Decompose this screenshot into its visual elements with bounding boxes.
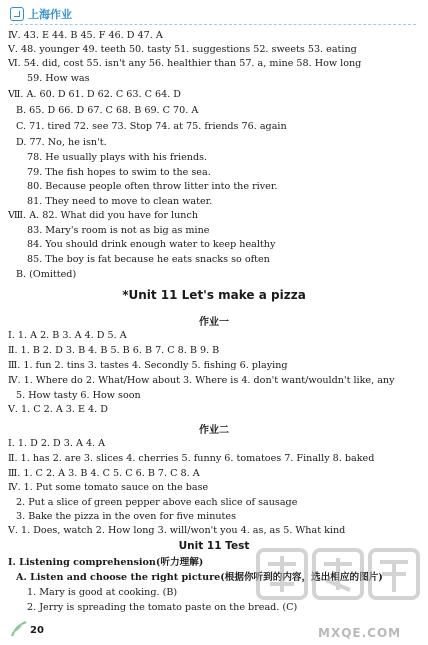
answer-line: Ⅲ. 1. fun 2. tins 3. tastes 4. Secondly 5. fishing 6. playing (8, 360, 288, 371)
answer-line: 78. He usually plays with his friends. (27, 152, 208, 163)
answer-line: 81. They need to move to clean water. (27, 196, 213, 207)
answer-line: 3. Bake the pizza in the oven for five minutes (16, 511, 237, 522)
section-title: 作业一 (199, 317, 229, 328)
answer-line: Ⅶ. A. 60. D 61. D 62. C 63. C 64. D (8, 89, 181, 100)
page-corner-decoration-icon (10, 620, 28, 638)
answer-line: C. 71. tired 72. see 73. Stop 74. at 75. friends 76. again (16, 121, 287, 132)
answer-line: 5. How tasty 6. How soon (16, 390, 141, 401)
answer-line: Ⅱ. 1. B 2. D 3. B 4. B 5. B 6. B 7. C 8. B 9. B (8, 345, 220, 356)
answer-line: Ⅳ. 43. E 44. B 45. F 46. D 47. A (8, 30, 163, 41)
unit-title: *Unit 11 Let's make a pizza (122, 288, 306, 302)
answer-line: 79. The fish hopes to swim to the sea. (27, 167, 211, 178)
watermark-logo-icon (250, 540, 428, 640)
answer-line: B. 65. D 66. D 67. C 68. B 69. C 70. A (16, 105, 199, 116)
answer-line: 85. The boy is fat because he eats snacks so often (27, 254, 270, 265)
page-header (10, 6, 72, 22)
test-title: Unit 11 Test (178, 540, 250, 552)
watermark-text: MXQE.COM (318, 626, 402, 640)
answer-line: Ⅵ. 54. did, cost 55. isn't any 56. healthier than 57. a, mine 58. How long (8, 58, 362, 69)
page-number: 20 (30, 625, 44, 636)
answer-line: Ⅲ. 1. C 2. A 3. B 4. C 5. C 6. B 7. C 8. A (8, 468, 200, 479)
answer-line: B. (Omitted) (16, 269, 77, 280)
section-title: 作业二 (199, 425, 229, 436)
answer-line: 83. Mary's room is not as big as mine (27, 225, 210, 236)
answer-line: 1. Mary is good at cooking. (B) (27, 587, 178, 598)
answer-line: 84. You should drink enough water to keep healthy (27, 239, 276, 250)
header-title: 上海作业 (28, 8, 72, 21)
answer-line: Ⅴ. 48. younger 49. teeth 50. tasty 51. suggestions 52. sweets 53. eating (8, 44, 357, 55)
answer-line: Ⅰ. 1. D 2. D 3. A 4. A (8, 438, 106, 449)
answer-line: Ⅳ. 1. Put some tomato sauce on the base (8, 482, 209, 493)
answer-line: Ⅴ. 1. Does, watch 2. How long 3. will/won't you 4. as, as 5. What kind (8, 525, 346, 536)
answer-line: 80. Because people often throw litter into the river. (27, 181, 278, 192)
answer-line: 59. How was (27, 73, 90, 84)
answer-line: D. 77. No, he isn't. (16, 137, 107, 148)
book-logo-icon (10, 7, 24, 21)
answer-line: Ⅱ. 1. has 2. are 3. slices 4. cherries 5. funny 6. tomatoes 7. Finally 8. baked (8, 453, 375, 464)
answer-line: A. Listen and choose the right picture(根据你听到的内容，选出相应的图片) (16, 572, 383, 583)
answer-line: Ⅰ. 1. A 2. B 3. A 4. D 5. A (8, 330, 127, 341)
answer-line: 2. Jerry is spreading the tomato paste on the bread. (C) (27, 602, 298, 613)
answer-line: Ⅳ. 1. Where do 2. What/How about 3. Where is 4. don't want/wouldn't like, any (8, 375, 395, 386)
answer-line: 2. Put a slice of green pepper above each slice of sausage (16, 497, 298, 508)
answer-line: Ⅰ. Listening comprehension(听力理解) (8, 557, 204, 568)
answer-line: Ⅴ. 1. C 2. A 3. E 4. D (8, 404, 108, 415)
answer-line: Ⅷ. A. 82. What did you have for lunch (8, 210, 199, 221)
header-divider (10, 24, 416, 25)
